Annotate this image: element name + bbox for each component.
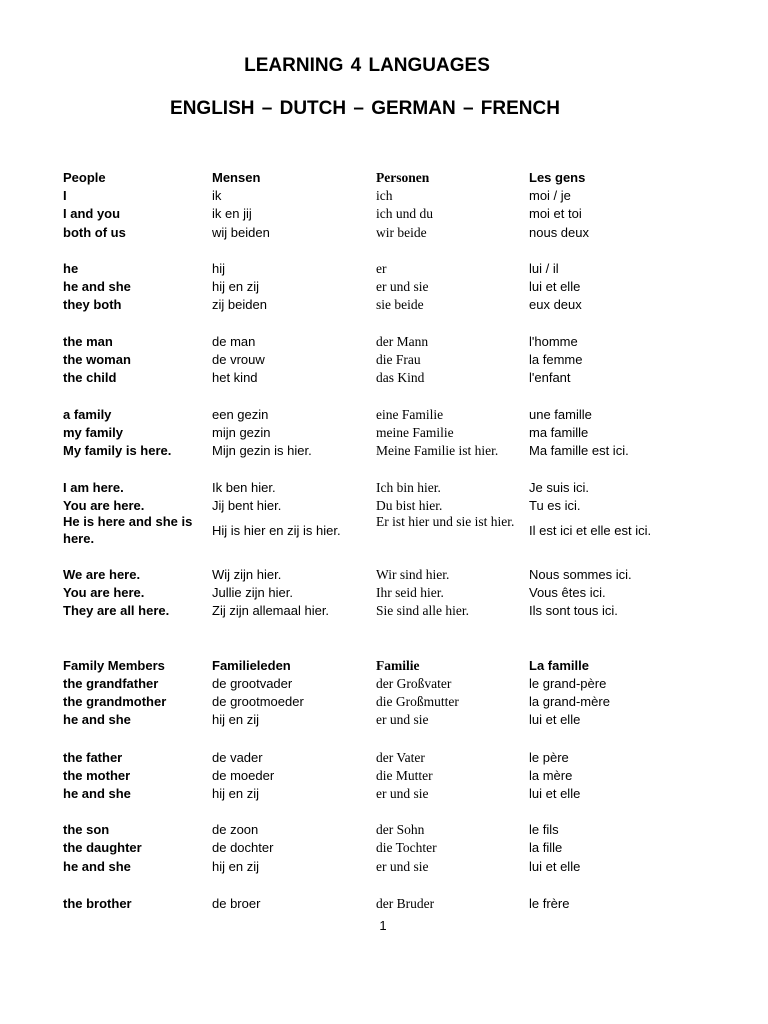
dutch-cell: het kind: [212, 370, 258, 385]
french-cell: la femme: [529, 352, 583, 367]
table-row: [0, 187, 768, 205]
english-cell: my family: [63, 425, 123, 440]
french-cell: Ils sont tous ici.: [529, 603, 618, 618]
english-cell: the daughter: [63, 840, 142, 855]
dutch-cell: de dochter: [212, 840, 274, 855]
english-cell: My family is here.: [63, 443, 172, 458]
table-row: [0, 479, 768, 497]
dutch-cell: de man: [212, 334, 256, 349]
english-cell: We are here.: [63, 567, 141, 582]
document-title: LEARNING 4 LANGUAGES: [244, 55, 490, 76]
german-cell: die Tochter: [376, 840, 437, 855]
french-cell: lui / il: [529, 261, 559, 276]
french-cell: lui et elle: [529, 712, 581, 727]
dutch-cell: Mijn gezin is hier.: [212, 443, 312, 458]
english-cell: both of us: [63, 225, 126, 240]
table-row: [0, 205, 768, 223]
dutch-cell: de broer: [212, 896, 261, 911]
table-row: [0, 224, 768, 242]
english-cell: They are all here.: [63, 603, 170, 618]
german-cell: er und sie: [376, 712, 429, 727]
german-cell: die Frau: [376, 352, 421, 367]
german-cell: der Vater: [376, 750, 425, 765]
english-cell: they both: [63, 297, 122, 312]
dutch-cell: Jullie zijn hier.: [212, 585, 293, 600]
table-row: [0, 260, 768, 278]
table-row: [0, 821, 768, 839]
french-cell: eux deux: [529, 297, 582, 312]
french-cell: le frère: [529, 896, 570, 911]
dutch-cell: zij beiden: [212, 297, 267, 312]
header-dutch-cell: Mensen: [212, 170, 261, 185]
table-row: [0, 858, 768, 876]
french-cell: le fils: [529, 822, 559, 837]
french-cell: ma famille: [529, 425, 589, 440]
dutch-cell: de zoon: [212, 822, 259, 837]
french-cell: Il est ici et elle est ici.: [529, 523, 652, 538]
table-row: [0, 839, 768, 857]
german-cell: der Großvater: [376, 676, 452, 691]
german-cell: Du bist hier.: [376, 498, 443, 513]
dutch-cell: ik en jij: [212, 206, 252, 221]
french-cell: une famille: [529, 407, 592, 422]
german-cell: Ihr seid hier.: [376, 585, 444, 600]
table-row: [0, 296, 768, 314]
german-cell: er und sie: [376, 859, 429, 874]
dutch-cell: hij en zij: [212, 786, 259, 801]
dutch-cell: wij beiden: [212, 225, 270, 240]
german-cell: der Mann: [376, 334, 429, 349]
dutch-cell: hij en zij: [212, 859, 259, 874]
table-row: [0, 675, 768, 693]
table-row: [0, 442, 768, 460]
dutch-cell: de grootvader: [212, 676, 293, 691]
table-row: [0, 693, 768, 711]
dutch-cell: hij: [212, 261, 226, 276]
french-cell: Je suis ici.: [529, 480, 589, 495]
dutch-cell: hij en zij: [212, 279, 259, 294]
table-row: [0, 767, 768, 785]
french-cell: Ma famille est ici.: [529, 443, 629, 458]
header-english-cell: People: [63, 170, 106, 185]
french-cell: la mère: [529, 768, 573, 783]
german-cell: eine Familie: [376, 407, 444, 422]
table-row: [0, 895, 768, 913]
french-cell: l'enfant: [529, 370, 571, 385]
german-cell: er und sie: [376, 786, 429, 801]
dutch-cell: een gezin: [212, 407, 269, 422]
dutch-cell: mijn gezin: [212, 425, 271, 440]
header-german-cell: Personen: [376, 170, 430, 185]
english-cell: he and she: [63, 279, 131, 294]
french-cell: Vous êtes ici.: [529, 585, 606, 600]
dutch-cell: Ik ben hier.: [212, 480, 276, 495]
french-cell: lui et elle: [529, 279, 581, 294]
table-row: [0, 369, 768, 387]
french-cell: le père: [529, 750, 569, 765]
dutch-cell: de moeder: [212, 768, 275, 783]
header-dutch-cell: Familieleden: [212, 658, 291, 673]
german-cell: ich: [376, 188, 393, 203]
english-cell: the grandmother: [63, 694, 167, 709]
french-cell: l'homme: [529, 334, 578, 349]
english-cell: the mother: [63, 768, 131, 783]
german-cell: er und sie: [376, 279, 429, 294]
table-row: [0, 424, 768, 442]
french-cell: la grand-mère: [529, 694, 610, 709]
english-cell: he: [63, 261, 79, 276]
table-row: [0, 584, 768, 602]
table-row: [0, 351, 768, 369]
dutch-cell: Zij zijn allemaal hier.: [212, 603, 330, 618]
french-cell: Nous sommes ici.: [529, 567, 632, 582]
table-row: [0, 566, 768, 584]
german-cell: Wir sind hier.: [376, 567, 450, 582]
german-cell: wir beide: [376, 225, 427, 240]
german-cell: der Bruder: [376, 896, 435, 911]
french-cell: Tu es ici.: [529, 498, 581, 513]
german-cell: meine Familie: [376, 425, 454, 440]
english-cell: the brother: [63, 896, 132, 911]
english-cell: the father: [63, 750, 123, 765]
table-row: [0, 278, 768, 296]
german-cell: das Kind: [376, 370, 425, 385]
english-cell: I am here.: [63, 480, 124, 495]
header-german-cell: Familie: [376, 658, 420, 673]
german-cell: er: [376, 261, 387, 276]
french-cell: le grand-père: [529, 676, 607, 691]
german-cell: Er ist hier und sie ist hier.: [376, 514, 515, 529]
french-cell: la fille: [529, 840, 563, 855]
french-cell: moi et toi: [529, 206, 582, 221]
table-row: [0, 711, 768, 729]
header-french-cell: Les gens: [529, 170, 586, 185]
dutch-cell: de vader: [212, 750, 263, 765]
english-cell: the woman: [63, 352, 131, 367]
document-subtitle: ENGLISH – DUTCH – GERMAN – FRENCH: [170, 98, 560, 119]
page-number: 1: [379, 918, 387, 933]
english-cell: the child: [63, 370, 117, 385]
table-header-row: [0, 169, 768, 187]
english-cell: I: [63, 188, 67, 203]
english-cell: the man: [63, 334, 113, 349]
table-row: [0, 406, 768, 424]
german-cell: die Mutter: [376, 768, 433, 783]
english-cell: He is here and she is here.: [63, 514, 193, 546]
table-row: [0, 785, 768, 803]
header-english-cell: Family Members: [63, 658, 165, 673]
french-cell: lui et elle: [529, 859, 581, 874]
table-header-row: [0, 657, 768, 675]
german-cell: sie beide: [376, 297, 424, 312]
english-cell: the son: [63, 822, 110, 837]
english-cell: he and she: [63, 786, 131, 801]
english-cell: the grandfather: [63, 676, 159, 691]
english-cell: You are here.: [63, 498, 145, 513]
dutch-cell: Jij bent hier.: [212, 498, 282, 513]
english-cell: You are here.: [63, 585, 145, 600]
dutch-cell: de grootmoeder: [212, 694, 304, 709]
table-row: [0, 749, 768, 767]
table-row: [0, 514, 768, 546]
english-cell: he and she: [63, 712, 131, 727]
german-cell: Meine Familie ist hier.: [376, 443, 499, 458]
german-cell: Ich bin hier.: [376, 480, 441, 495]
dutch-cell: Hij is hier en zij is hier.: [212, 523, 341, 538]
dutch-cell: hij en zij: [212, 712, 259, 727]
french-cell: lui et elle: [529, 786, 581, 801]
dutch-cell: Wij zijn hier.: [212, 567, 282, 582]
dutch-cell: de vrouw: [212, 352, 265, 367]
english-cell: I and you: [63, 206, 121, 221]
french-cell: nous deux: [529, 225, 589, 240]
english-cell: he and she: [63, 859, 131, 874]
dutch-cell: ik: [212, 188, 222, 203]
german-cell: die Großmutter: [376, 694, 459, 709]
german-cell: der Sohn: [376, 822, 425, 837]
french-cell: moi / je: [529, 188, 571, 203]
header-french-cell: La famille: [529, 658, 589, 673]
table-row: [0, 602, 768, 620]
german-cell: ich und du: [376, 206, 433, 221]
english-cell: a family: [63, 407, 112, 422]
table-row: [0, 333, 768, 351]
german-cell: Sie sind alle hier.: [376, 603, 469, 618]
